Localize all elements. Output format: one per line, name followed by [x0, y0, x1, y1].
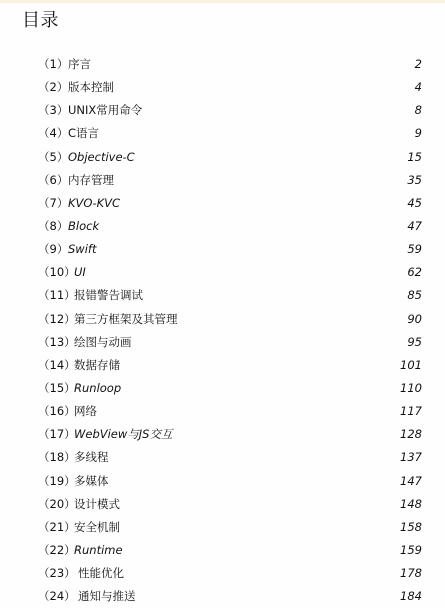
toc-entry-7[interactable]: [0, 192, 445, 215]
toc-entry-page: 158: [400, 519, 422, 534]
toc-entry-1[interactable]: [0, 53, 445, 76]
toc-entry-number: （15）: [38, 380, 76, 395]
page-title: 目录: [22, 10, 59, 31]
toc-entry-title: WebView与JS交互: [74, 427, 173, 442]
toc-entry-page: 15: [407, 149, 422, 164]
toc-entry-19[interactable]: [0, 470, 445, 493]
toc-entry-number: （2）: [38, 80, 69, 95]
toc-entry-title: Runloop: [74, 380, 122, 395]
toc-entry-9[interactable]: [0, 238, 445, 261]
toc-entry-number: （4）: [38, 126, 69, 141]
toc-entry-number: （10）: [38, 265, 76, 280]
toc-entry-title: Objective-C: [68, 149, 135, 164]
toc-entry-page: 159: [400, 542, 422, 557]
toc-entry-23[interactable]: [0, 562, 445, 585]
toc-entry-title: UI: [74, 265, 86, 280]
toc-entry-title: 设计模式: [74, 496, 120, 511]
toc-entry-title: UNIX常用命令: [68, 103, 143, 118]
toc-entry-title: 内存管理: [68, 172, 114, 187]
toc-entry-page: 45: [407, 195, 422, 210]
toc-entry-page: 85: [407, 288, 422, 303]
toc-entry-number: （7）: [38, 195, 69, 210]
toc-entry-number: （24）: [38, 589, 76, 604]
toc-entry-page: 101: [400, 357, 422, 372]
toc-entry-title: 通知与推送: [78, 589, 136, 604]
toc-entry-number: （5）: [38, 149, 69, 164]
toc-entry-page: 110: [400, 380, 422, 395]
toc-entry-20[interactable]: [0, 493, 445, 516]
toc-entry-number: （12）: [38, 311, 76, 326]
toc-entry-15[interactable]: [0, 377, 445, 400]
toc-entry-title: KVO-KVC: [68, 195, 121, 210]
toc-entry-number: （16）: [38, 404, 76, 419]
toc-entry-11[interactable]: [0, 284, 445, 307]
toc-entry-number: （17）: [38, 427, 76, 442]
toc-entry-title: 网络: [74, 404, 97, 419]
toc-entry-number: （3）: [38, 103, 69, 118]
toc-entry-page: 184: [400, 589, 422, 604]
toc-entry-title: Swift: [68, 242, 97, 257]
toc-entry-3[interactable]: [0, 99, 445, 122]
toc-entry-number: （19）: [38, 473, 76, 488]
toc-entry-10[interactable]: [0, 261, 445, 284]
toc-entry-number: （18）: [38, 450, 76, 465]
toc-entry-13[interactable]: [0, 331, 445, 354]
toc-entry-title: C语言: [68, 126, 100, 141]
toc-entry-6[interactable]: [0, 169, 445, 192]
toc-entry-title: 多线程: [74, 450, 109, 465]
toc-entry-page: 90: [407, 311, 422, 326]
toc-entry-page: 2: [414, 57, 422, 71]
toc-entry-page: 47: [407, 218, 422, 233]
toc-entry-page: 148: [400, 496, 422, 511]
toc-entry-number: （8）: [38, 218, 69, 233]
toc-entry-title: Runtime: [74, 542, 123, 557]
toc-entry-number: （20）: [38, 496, 76, 511]
toc-entry-4[interactable]: [0, 122, 445, 145]
toc-entry-page: 35: [407, 172, 422, 187]
toc-entry-number: （22）: [38, 542, 76, 557]
toc-entry-number: （21）: [38, 519, 76, 534]
toc-entry-number: （9）: [38, 242, 69, 257]
toc-entry-16[interactable]: [0, 400, 445, 423]
toc-entry-title: 安全机制: [74, 519, 120, 534]
toc-entry-14[interactable]: [0, 354, 445, 377]
toc-entry-title: 多媒体: [74, 473, 109, 488]
top-strip: [0, 0, 445, 3]
toc-entry-5[interactable]: [0, 146, 445, 169]
toc-entry-21[interactable]: [0, 516, 445, 539]
toc-entry-page: 62: [407, 265, 422, 280]
toc-entry-page: 137: [400, 450, 422, 465]
toc-entry-page: 128: [400, 427, 422, 442]
toc-entry-number: （11）: [38, 288, 76, 303]
toc-entry-18[interactable]: [0, 446, 445, 469]
toc-entry-title: 绘图与动画: [74, 334, 132, 349]
toc-entry-number: （6）: [38, 172, 69, 187]
toc-entry-8[interactable]: [0, 215, 445, 238]
toc-entry-number: （14）: [38, 357, 76, 372]
toc-entry-page: 8: [414, 103, 422, 118]
toc-entry-title: 数据存储: [74, 357, 120, 372]
toc-entry-page: 59: [407, 242, 422, 257]
table-of-contents: [0, 53, 445, 608]
toc-entry-12[interactable]: [0, 308, 445, 331]
toc-entry-page: 178: [400, 566, 422, 581]
toc-entry-page: 95: [407, 334, 422, 349]
toc-entry-title: 版本控制: [68, 80, 114, 95]
toc-entry-page: 4: [414, 80, 422, 95]
toc-entry-title: 第三方框架及其管理: [74, 311, 178, 326]
toc-entry-number: （23）: [38, 566, 76, 581]
toc-entry-page: 9: [414, 126, 422, 141]
toc-entry-number: （1）: [38, 57, 69, 71]
toc-entry-title: Block: [68, 218, 100, 233]
toc-entry-number: （13）: [38, 334, 76, 349]
toc-entry-title: 性能优化: [78, 566, 124, 581]
toc-entry-title: 序言: [68, 57, 91, 71]
toc-entry-17[interactable]: [0, 423, 445, 446]
toc-entry-page: 147: [400, 473, 422, 488]
toc-entry-2[interactable]: [0, 76, 445, 99]
toc-entry-page: 117: [400, 404, 422, 419]
toc-entry-22[interactable]: [0, 539, 445, 562]
toc-entry-title: 报错警告调试: [74, 288, 143, 303]
